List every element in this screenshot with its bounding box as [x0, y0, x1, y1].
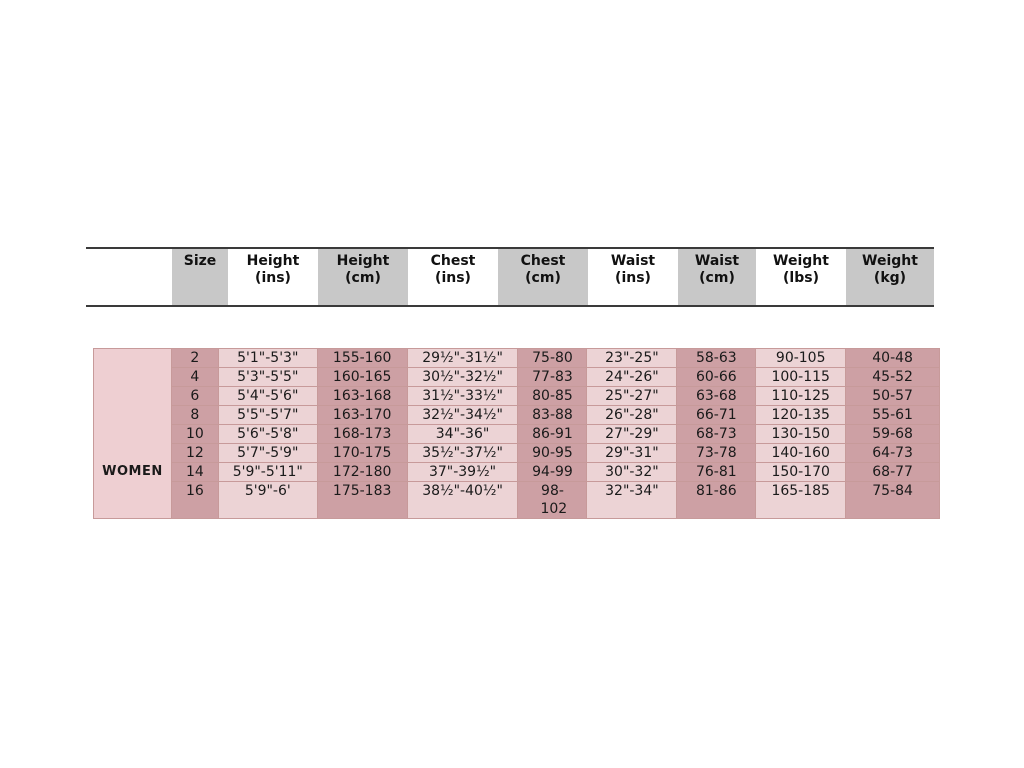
table-cell: 100-115 [756, 368, 845, 387]
header-label-line1: Waist [694, 253, 740, 269]
header-label-line1: Size [183, 253, 217, 269]
table-cell: 5'1"-5'3" [219, 349, 317, 368]
header-cell [846, 249, 934, 305]
table-column [172, 349, 219, 518]
table-cell: 120-135 [756, 406, 845, 425]
table-cell: 98-102 [540, 483, 568, 517]
header-label-line2: (cm) [345, 270, 381, 286]
header-cell [756, 249, 846, 305]
table-cell: 163-170 [318, 406, 407, 425]
table-cell: 5'6"-5'8" [219, 425, 317, 444]
table-cell: 32"-34" [605, 483, 659, 499]
table-column [677, 349, 756, 518]
table-cell: 59-68 [846, 425, 939, 444]
table-cell: 155-160 [318, 349, 407, 368]
header-label-line2: (ins) [435, 270, 471, 286]
table-cell: 12 [172, 444, 218, 463]
table-cell: 40-48 [846, 349, 939, 368]
table-cell: 5'5"-5'7" [219, 406, 317, 425]
table-cell: 86-91 [518, 425, 586, 444]
table-cell: 45-52 [846, 368, 939, 387]
table-column [756, 349, 846, 518]
table-cell: 94-99 [518, 463, 586, 482]
table-cell: 29½"-31½" [408, 349, 518, 368]
table-cell: 80-85 [518, 387, 586, 406]
table-cell: 170-175 [318, 444, 407, 463]
table-column [587, 349, 677, 518]
table-cell: 35½"-37½" [408, 444, 518, 463]
table-cell: 66-71 [677, 406, 755, 425]
table-column [518, 349, 587, 518]
header-label-line1: Height [246, 253, 300, 269]
table-cell: 55-61 [846, 406, 939, 425]
table-cell: 168-173 [318, 425, 407, 444]
header-label-line2: (ins) [615, 270, 651, 286]
table-cell: 60-66 [677, 368, 755, 387]
table-cell: 75-80 [518, 349, 586, 368]
table-cell: 16 [185, 483, 204, 499]
header-cell [408, 249, 498, 305]
table-cell: 10 [172, 425, 218, 444]
table-cell: 75-84 [872, 483, 913, 499]
table-cell: 24"-26" [587, 368, 676, 387]
table-cell: 73-78 [677, 444, 755, 463]
header-label-line1: Weight [862, 253, 918, 269]
table-cell: 68-73 [677, 425, 755, 444]
table-cell: 32½"-34½" [408, 406, 518, 425]
table-cell: 5'3"-5'5" [219, 368, 317, 387]
header-blank-cell [86, 249, 172, 305]
size-chart-header [86, 247, 934, 307]
header-label-line2: (lbs) [783, 270, 819, 286]
table-cell: 23"-25" [587, 349, 676, 368]
table-cell: 50-57 [846, 387, 939, 406]
header-label-line1: Chest [430, 253, 476, 269]
table-cell: 77-83 [518, 368, 586, 387]
table-cell: 68-77 [846, 463, 939, 482]
table-cell: 5'9"-6' [244, 483, 291, 499]
size-chart-table [93, 348, 940, 519]
table-cell: 26"-28" [587, 406, 676, 425]
header-cell [318, 249, 408, 305]
header-cell [228, 249, 318, 305]
table-cell: 5'4"-5'6" [219, 387, 317, 406]
table-cell: 14 [172, 463, 218, 482]
table-column [219, 349, 318, 518]
table-cell: 130-150 [756, 425, 845, 444]
header-cell [498, 249, 588, 305]
table-cell: 83-88 [518, 406, 586, 425]
table-cell: 150-170 [756, 463, 845, 482]
table-cell: 2 [172, 349, 218, 368]
table-cell: 110-125 [756, 387, 845, 406]
header-label-line2: (kg) [873, 270, 907, 286]
table-cell: 37"-39½" [408, 463, 518, 482]
header-label-line2: (ins) [255, 270, 291, 286]
header-cell [588, 249, 678, 305]
header-cell [172, 249, 228, 305]
table-column [846, 349, 939, 518]
table-cell: 63-68 [677, 387, 755, 406]
table-cell: 8 [172, 406, 218, 425]
table-cell: 172-180 [318, 463, 407, 482]
header-label-line2: (cm) [525, 270, 561, 286]
table-cell: 31½"-33½" [408, 387, 518, 406]
header-cell [678, 249, 756, 305]
category-label: WOMEN [102, 464, 163, 479]
table-cell: 163-168 [318, 387, 407, 406]
header-label-line1: Weight [773, 253, 829, 269]
table-cell: 76-81 [677, 463, 755, 482]
header-label-line2: (cm) [699, 270, 735, 286]
table-cell: 140-160 [756, 444, 845, 463]
table-cell: 175-183 [332, 483, 392, 499]
table-cell: 4 [172, 368, 218, 387]
category-cell [94, 349, 172, 518]
table-cell: 29"-31" [587, 444, 676, 463]
header-label-line1: Waist [610, 253, 656, 269]
table-cell: 38½"-40½" [422, 483, 503, 499]
table-cell: 90-105 [756, 349, 845, 368]
table-cell: 58-63 [677, 349, 755, 368]
table-cell: 27"-29" [587, 425, 676, 444]
table-cell: 30½"-32½" [408, 368, 518, 387]
table-cell: 5'9"-5'11" [219, 463, 317, 482]
table-cell: 90-95 [518, 444, 586, 463]
header-label-line1: Chest [520, 253, 566, 269]
table-cell: 25"-27" [587, 387, 676, 406]
table-cell: 64-73 [846, 444, 939, 463]
table-cell: 34"-36" [408, 425, 518, 444]
table-column [318, 349, 408, 518]
table-cell: 5'7"-5'9" [219, 444, 317, 463]
table-column [408, 349, 519, 518]
table-cell: 6 [172, 387, 218, 406]
table-cell: 165-185 [771, 483, 830, 499]
table-cell: 160-165 [318, 368, 407, 387]
table-cell: 81-86 [695, 483, 737, 499]
table-cell: 30"-32" [587, 463, 676, 482]
header-label-line1: Height [336, 253, 390, 269]
